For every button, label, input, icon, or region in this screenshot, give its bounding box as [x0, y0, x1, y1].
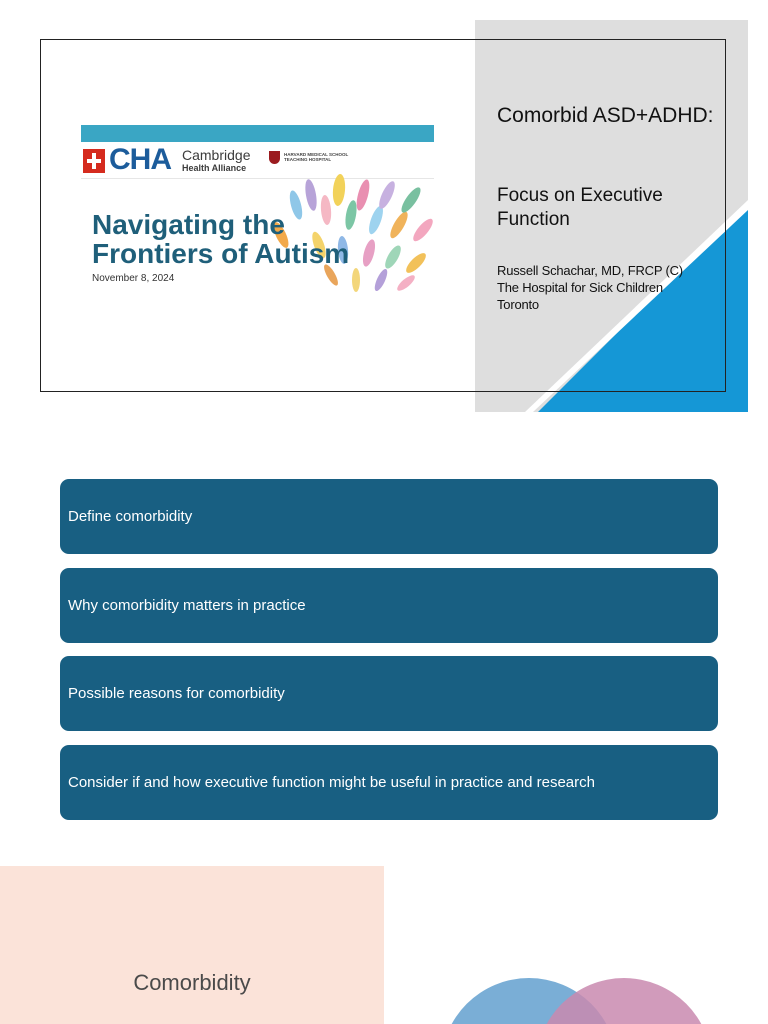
affiliate-text: HARVARD MEDICAL SCHOOL TEACHING HOSPITAL — [284, 152, 349, 162]
event-date: November 8, 2024 — [92, 273, 175, 284]
agenda-item-why-matters — [60, 568, 718, 643]
comorbidity-title: Comorbidity — [133, 970, 251, 995]
event-title-line2: Frontiers of Autism — [92, 238, 350, 269]
agenda-item-executive-function — [60, 745, 718, 820]
agenda-item-label: Possible reasons for comorbidity — [68, 685, 285, 702]
presenter-city: Toronto — [497, 297, 539, 312]
presentation-subtitle: Focus on Executive Function — [497, 185, 663, 230]
agenda-item-possible-reasons — [60, 656, 718, 731]
event-title-line1: Navigating the — [92, 209, 285, 240]
agenda-item-label: Why comorbidity matters in practice — [68, 597, 306, 614]
presentation-title: Comorbid ASD+ADHD: — [497, 104, 714, 127]
title-slide — [0, 0, 768, 420]
agenda-item-label: Consider if and how executive function might be useful in practice and research — [68, 774, 595, 791]
comorbidity-title-panel — [0, 866, 384, 1024]
presenter-info — [497, 262, 722, 313]
conference-banner-image — [81, 125, 434, 295]
presenter-name: Russell Schachar, MD, FRCP (C) — [497, 263, 683, 278]
presenter-institution: The Hospital for Sick Children — [497, 280, 663, 295]
org-name-line2: Health Alliance — [182, 163, 247, 173]
agenda-item-label: Define comorbidity — [68, 508, 193, 525]
cha-logo-text: CHA — [109, 143, 171, 176]
org-name-line1: Cambridge — [182, 147, 251, 163]
venn-diagram — [384, 866, 768, 1024]
agenda-item-define-comorbidity — [60, 479, 718, 554]
event-title — [92, 210, 349, 268]
